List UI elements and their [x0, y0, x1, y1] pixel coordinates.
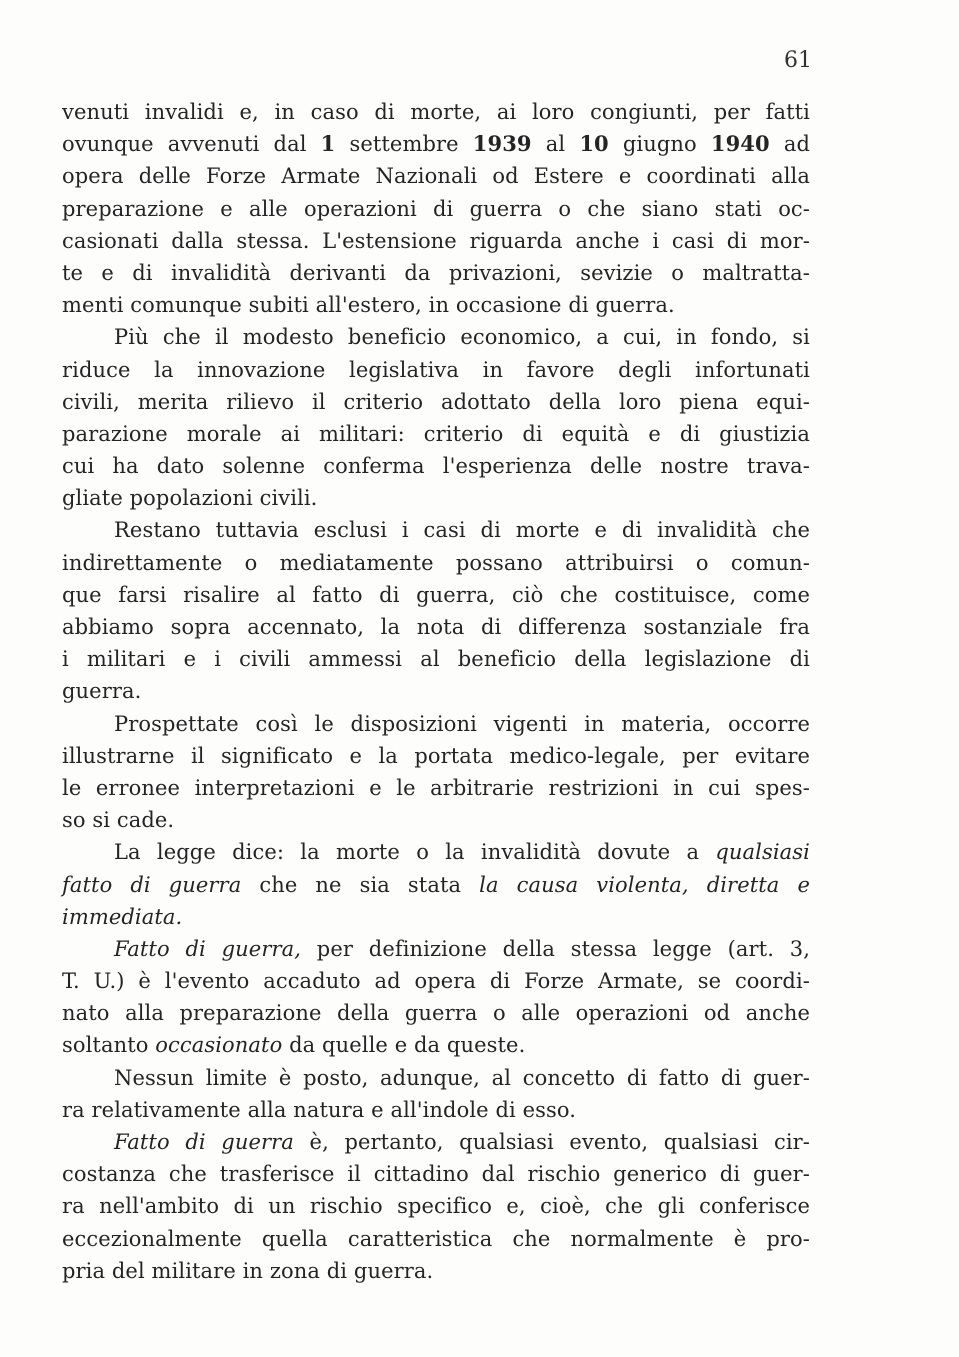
text-line: T. U.) è l'evento accaduto ad opera di Forze Armate, se coordi- [62, 969, 810, 994]
text-line: nato alla preparazione della guerra o alle operazioni od anche [62, 1001, 810, 1026]
text-line: Nessun limite è posto, adunque, al concetto di fatto di guer- [114, 1065, 810, 1090]
text-line: Più che il modesto beneficio economico, a cui, in fondo, si [114, 325, 810, 350]
text-line: te e di invalidità derivanti da privazioni, sevizie o maltratta- [62, 260, 810, 285]
text-line: illustrarne il significato e la portata medico-legale, per evitare [62, 743, 810, 768]
text-line: cui ha dato solenne conferma l'esperienza delle nostre trava- [62, 454, 810, 479]
text-line: civili, merita rilievo il criterio adottato della loro piena equi- [62, 389, 810, 414]
text-line: gliate popolazioni civili. [62, 486, 318, 511]
text-line: fatto di guerra che ne sia stata la causa violenta, diretta e [62, 872, 810, 897]
text-line: pria del militare in zona di guerra. [62, 1258, 434, 1283]
text-line: menti comunque subiti all'estero, in occasione di guerra. [62, 293, 675, 318]
text-line: preparazione e alle operazioni di guerra o che siano stati oc- [62, 196, 810, 221]
text-line: le erronee interpretazioni e le arbitrarie restrizioni in cui spes- [62, 775, 810, 800]
text-line: ra nell'ambito di un rischio specifico e, cioè, che gli conferisce [62, 1194, 810, 1219]
text-line: soltanto occasionato da quelle e da queste. [62, 1033, 526, 1058]
body-text [62, 96, 810, 1287]
text-line: parazione morale ai militari: criterio di equità e di giustizia [62, 421, 810, 446]
text-line: costanza che trasferisce il cittadino dal rischio generico di guer- [62, 1162, 810, 1187]
text-line: riduce la innovazione legislativa in favore degli infortunati [62, 357, 810, 382]
text-line: immediata. [62, 904, 183, 929]
text-line: ra relativamente alla natura e all'indole di esso. [62, 1097, 577, 1122]
text-line: venuti invalidi e, in caso di morte, ai loro congiunti, per fatti [62, 100, 810, 124]
text-line: La legge dice: la morte o la invalidità dovute a qualsiasi [114, 840, 810, 865]
text-line: que farsi risalire al fatto di guerra, ciò che costituisce, come [62, 582, 810, 607]
text-line: Prospettate così le disposizioni vigenti in materia, occorre [114, 711, 810, 736]
text-line: i militari e i civili ammessi al beneficio della legislazione di [62, 647, 810, 672]
text-line: so si cade. [62, 808, 175, 833]
text-line: opera delle Forze Armate Nazionali od Estere e coordinati alla [62, 164, 810, 189]
text-line: eccezionalmente quella caratteristica che normalmente è pro- [62, 1226, 810, 1251]
text-line: abbiamo sopra accennato, la nota di differenza sostanziale fra [62, 615, 810, 639]
text-line: Fatto di guerra, per definizione della stessa legge (art. 3, [114, 936, 810, 961]
text-line: Restano tuttavia esclusi i casi di morte e di invalidità che [114, 518, 810, 543]
text-line: ovunque avvenuti dal 1 settembre 1939 al 10 giugno 1940 ad [62, 131, 810, 157]
text-line: indirettamente o mediatamente possano attribuirsi o comun- [62, 550, 810, 575]
text-line: guerra. [62, 679, 142, 704]
text-line: casionati dalla stessa. L'estensione riguarda anche i casi di mor- [62, 228, 810, 253]
page-number: 61 [784, 48, 812, 73]
text-line: Fatto di guerra è, pertanto, qualsiasi evento, qualsiasi cir- [114, 1130, 810, 1154]
